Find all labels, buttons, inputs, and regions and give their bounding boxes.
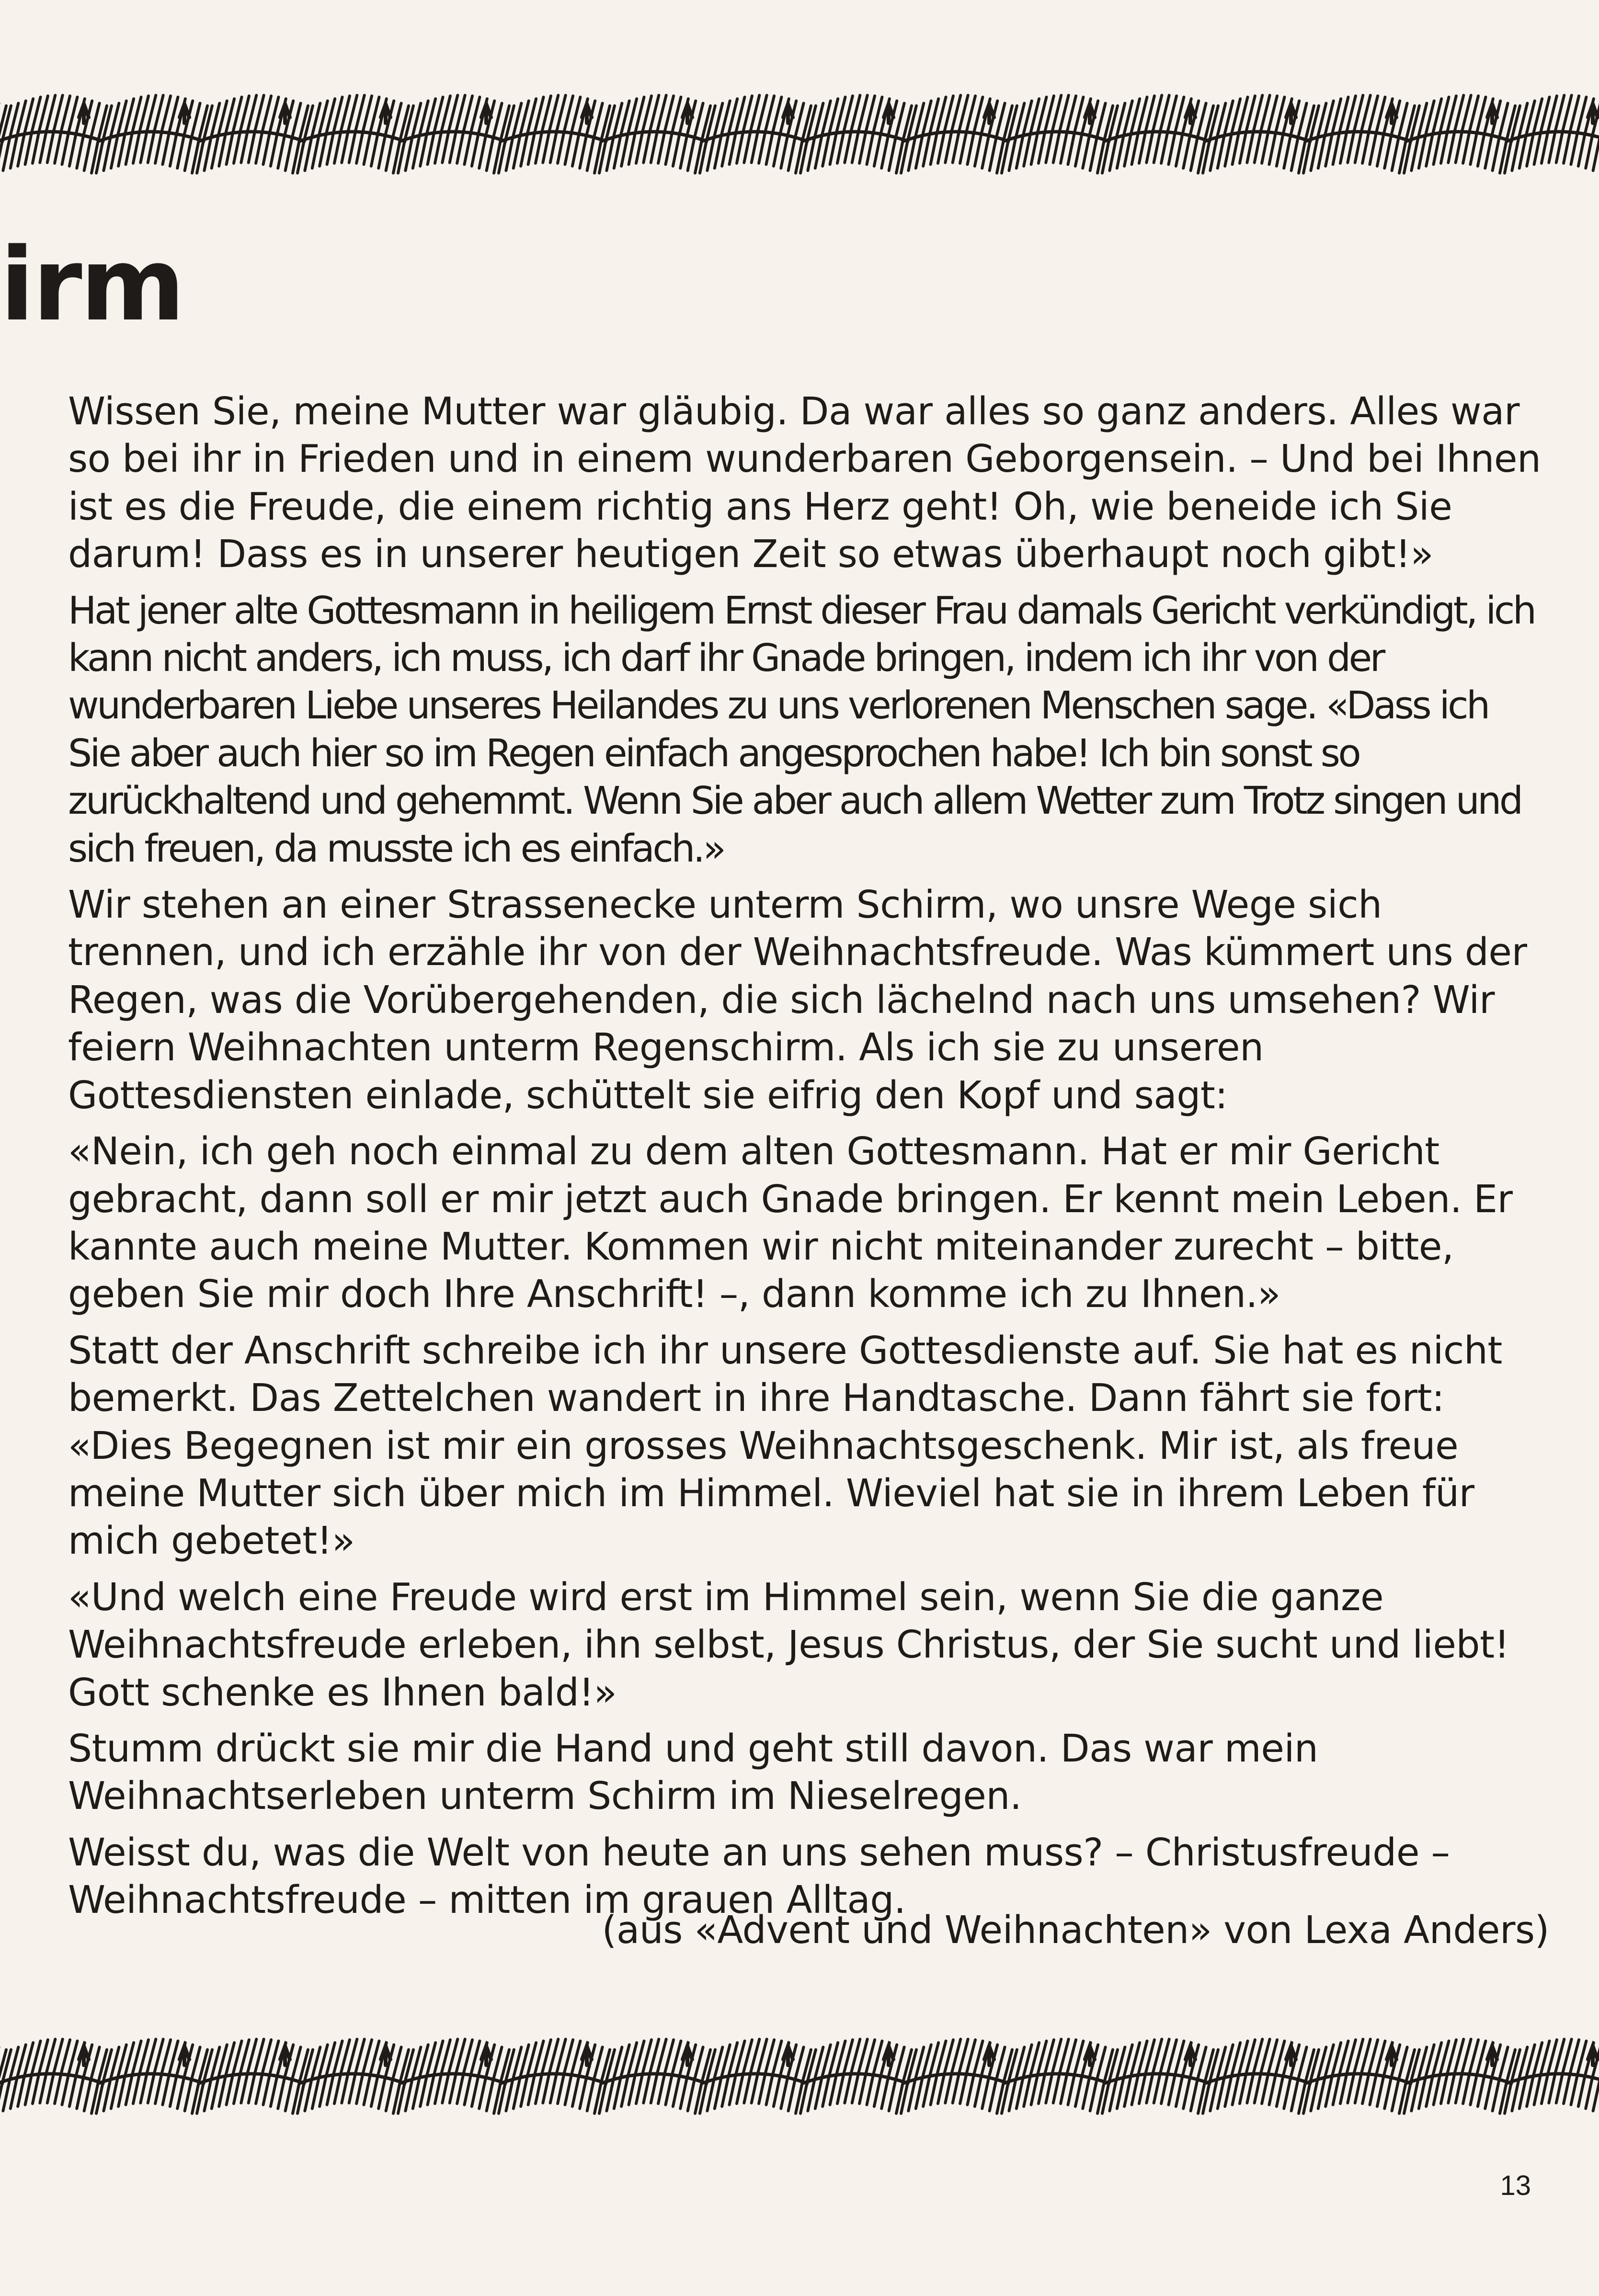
paragraph-4: «Nein, ich geh noch einmal zu dem alten Gottesmann. Hat er mir Gericht gebracht, dann soll er mir jetzt auch Gnade bringen. Er kennt mein Leben. Er kannte auch meine Mutter. Kommen wir nicht miteinander zurecht – bitte, geben Sie mir doch Ihre Anschrift! –, dann komme ich zu Ihnen.» bbox=[68, 1129, 1513, 1317]
pine-sprig-icon bbox=[599, 95, 710, 173]
pine-sprig-icon bbox=[197, 95, 308, 173]
pine-garland-top bbox=[0, 91, 1599, 182]
pine-sprig-icon bbox=[297, 95, 409, 173]
pine-sprig-icon bbox=[1102, 2039, 1213, 2114]
pine-sprig-icon bbox=[1002, 2039, 1113, 2114]
pine-sprig-icon bbox=[1505, 2039, 1599, 2114]
pine-sprig-icon bbox=[599, 2039, 710, 2114]
pine-sprig-icon bbox=[96, 2039, 207, 2114]
pine-sprig-icon bbox=[700, 2039, 811, 2114]
pine-sprig-icon bbox=[1505, 95, 1599, 173]
pine-sprig-icon bbox=[1404, 95, 1515, 173]
pine-garland-bottom bbox=[0, 2035, 1599, 2122]
pine-sprig-icon bbox=[96, 95, 207, 173]
paragraph-5: Statt der Anschrift schreibe ich ihr unsere Gottesdienste auf. Sie hat es nicht bemerkt. Das Zettelchen wandert in ihre Handtasche. Dann fährt sie fort: «Dies Begegnen ist mir ein grosses Weihnachtsgeschenk. Mir ist, als freue meine Mutter sich über mich im Himmel. Wieviel hat sie in ihrem Leben für mich gebetet!» bbox=[68, 1328, 1502, 1563]
pine-sprig-icon bbox=[1002, 95, 1113, 173]
paragraph-7: Stumm drückt sie mir die Hand und geht still davon. Das war mein Weihnachtserleben unterm Schirm im Nieselregen. bbox=[68, 1726, 1318, 1819]
pine-sprig-icon bbox=[1303, 95, 1415, 173]
pine-sprig-icon bbox=[0, 2039, 107, 2114]
pine-sprig-icon bbox=[398, 2039, 509, 2114]
pine-sprig-icon bbox=[499, 2039, 610, 2114]
page-title: irm bbox=[0, 226, 183, 343]
paragraph-6: «Und welch eine Freude wird erst im Himmel sein, wenn Sie die ganze Weihnachtsfreude erleben, ihn selbst, Jesus Christus, der Sie sucht und liebt! Gott schenke es Ihnen bald!» bbox=[68, 1575, 1509, 1715]
pine-sprig-icon bbox=[0, 95, 107, 173]
article-body bbox=[68, 388, 1548, 1933]
pine-sprig-icon bbox=[1203, 95, 1314, 173]
pine-sprig-icon bbox=[297, 2039, 409, 2114]
pine-sprig-icon bbox=[1303, 2039, 1415, 2114]
pine-sprig-icon bbox=[901, 95, 1012, 173]
pine-sprig-icon bbox=[1203, 2039, 1314, 2114]
pine-sprig-icon bbox=[800, 2039, 912, 2114]
page-number: 13 bbox=[1500, 2170, 1531, 2201]
paragraph-1: Wissen Sie, meine Mutter war gläubig. Da war alles so ganz anders. Alles war so bei ihr in Frieden und in einem wunderbaren Geborgensein. – Und bei Ihnen ist es die Freude, die einem richtig ans Herz geht! Oh, wie beneide ich Sie darum! Dass es in unserer heutigen Zeit so etwas überhaupt noch gibt!» bbox=[68, 389, 1541, 577]
paragraph-8: Weisst du, was die Welt von heute an uns sehen muss? – Christusfreude – Weihnachtsfreude – mitten im grauen Alltag. bbox=[68, 1830, 1450, 1922]
pine-sprig-icon bbox=[1404, 2039, 1515, 2114]
pine-sprig-icon bbox=[499, 95, 610, 173]
pine-sprig-icon bbox=[901, 2039, 1012, 2114]
pine-sprig-icon bbox=[700, 95, 811, 173]
pine-sprig-icon bbox=[398, 95, 509, 173]
paragraph-2: Hat jener alte Gottesmann in heiligem Ernst dieser Frau damals Gericht verkündigt, ich kann nicht anders, ich muss, ich darf ihr Gnade bringen, indem ich ihr von der wunderbaren Liebe unseres Heilandes zu uns verlorenen Menschen sage. «Dass ich Sie aber auch hier so im Regen einfach angesprochen habe! Ich bin sonst so zurückhaltend und gehemmt. Wenn Sie aber auch allem Wetter zum Trotz singen und sich freuen, da musste ich es einfach.» bbox=[68, 588, 1535, 871]
pine-sprig-icon bbox=[197, 2039, 308, 2114]
pine-sprig-icon bbox=[800, 95, 912, 173]
paragraph-3: Wir stehen an einer Strassenecke unterm Schirm, wo unsre Wege sich trennen, und ich erzähle ihr von der Weihnachtsfreude. Was kümmert uns der Regen, was die Vorübergehenden, die sich lächelnd nach uns umsehen? Wir feiern Weihnachten unterm Regenschirm. Als ich sie zu unseren Gottesdiensten einlade, schüttelt sie eifrig den Kopf und sagt: bbox=[68, 883, 1527, 1117]
pine-sprig-icon bbox=[1102, 95, 1213, 173]
source-citation: (aus «Advent und Weihnachten» von Lexa Anders) bbox=[602, 1908, 1549, 1952]
